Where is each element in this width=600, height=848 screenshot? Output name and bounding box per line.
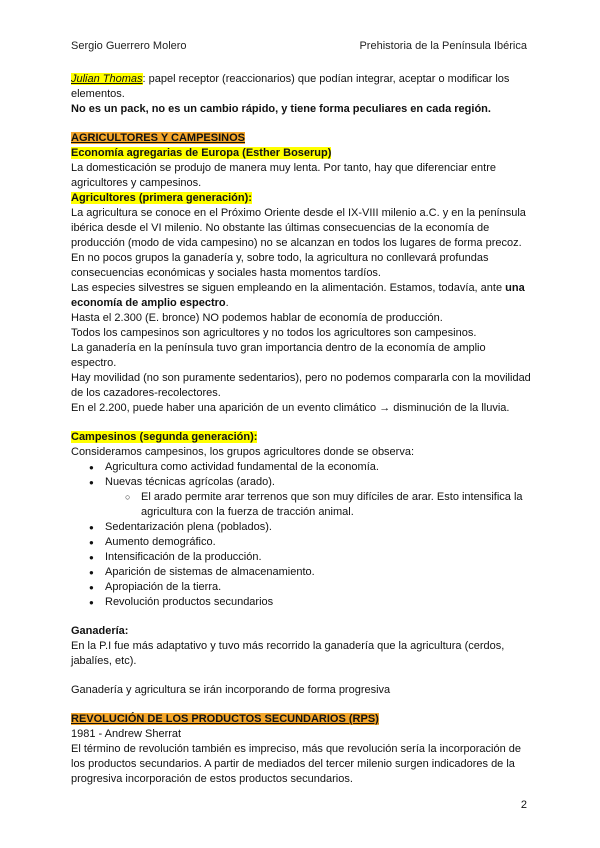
sherrat-line: 1981 - Andrew Sherrat <box>71 728 182 740</box>
list-item: ● Aumento demográfico. <box>89 535 531 550</box>
page-number: 2 <box>520 799 527 811</box>
plough-sublist <box>125 490 531 520</box>
rps-paragraph: El término de revolución también es impreciso, más que revolución sería la incorporación de los productos secundarios. A partir de mediados del tercer milenio surgen indicadores de la progresiva incorporación de estos productos secundarios. <box>71 743 522 785</box>
list-item: ● Apropiación de la tierra. <box>89 580 531 595</box>
julian-thomas-text: : papel receptor (reaccionarios) que podían integrar, aceptar o modificar los elementos. <box>71 73 510 100</box>
sub-list-item: ○ El arado permite arar terrenos que son muy difíciles de arar. Esto intensifica la agricultura con la fuerza de tracción animal. <box>125 490 531 520</box>
rps-section-heading: REVOLUCIÓN DE LOS PRODUCTOS SECUNDARIOS (RPS) <box>71 713 379 725</box>
boserup-subheading: Economía agregarias de Europa (Esther Boserup) <box>71 147 332 159</box>
campesinos-intro: Consideramos campesinos, los grupos agricultores donde se observa: <box>71 446 415 458</box>
spacer <box>71 416 531 430</box>
list-item: ● Agricultura como actividad fundamental de la economía. <box>89 460 531 475</box>
spacer <box>71 117 531 131</box>
climate-event-paragraph: En el 2.200, puede haber una aparición de un evento climático → disminución de la lluvia. <box>71 402 510 414</box>
julian-thomas-paragraph <box>71 72 531 102</box>
domestication-paragraph: La domesticación se produjo de manera muy lenta. Por tanto, hay que diferenciar entre agricultores y campesinos. <box>71 162 496 189</box>
wild-species-paragraph <box>71 281 531 311</box>
broad-spectrum-economy: una economía de amplio espectro <box>71 282 525 309</box>
list-item-text: Nuevas técnicas agrícolas (arado). <box>105 476 275 488</box>
primera-generacion-heading: Agricultores (primera generación): <box>71 192 252 204</box>
page-content <box>71 72 531 787</box>
livestock-importance-paragraph: La ganadería en la península tuvo gran importancia dentro de la economía de amplio espectro. <box>71 342 486 369</box>
spacer <box>71 669 531 683</box>
mobility-paragraph: Hay movilidad (no son puramente sedentarios), pero no podemos compararla con la movilidad de los cazadores-recolectores. <box>71 372 531 399</box>
campesinos-list <box>89 460 531 610</box>
bronze-age-paragraph: Hasta el 2.300 (E. bronce) NO podemos hablar de economía de producción. <box>71 312 443 324</box>
list-item: ● Intensificación de la producción. <box>89 550 531 565</box>
wild-species-end: . <box>225 297 229 309</box>
campesinos-agricultores-paragraph: Todos los campesinos son agricultores y no todos los agricultores son campesinos. <box>71 327 477 339</box>
list-item: ● Aparición de sistemas de almacenamiento. <box>89 565 531 580</box>
ganaderia-heading: Ganadería: <box>71 625 129 637</box>
agriculture-origin-paragraph: La agricultura se conoce en el Próximo Oriente desde el IX-VIII milenio a.C. y en la península ibérica desde el VI milenio. No obstante las últimas consecuencias de la economía de producción (modo de vida campesino) no se alcanzan en todos los lugares de forma precoz. En no pocos grupos la ganadería y, sobre todo, la agricultura no conllevará profundas consecuencias económicas y sociales hasta momentos tardíos. <box>71 207 526 279</box>
ganaderia-agricultura-paragraph: Ganadería y agricultura se irán incorporando de forma progresiva <box>71 684 391 696</box>
ganaderia-paragraph: En la P.I fue más adaptativo y tuvo más recorrido la ganadería que la agricultura (cerdos, jabalíes, etc). <box>71 640 505 667</box>
spacer <box>71 610 531 624</box>
not-a-pack-statement: No es un pack, no es un cambio rápido, y tiene forma peculiares en cada región. <box>71 103 491 115</box>
header-title: Prehistoria de la Península Ibérica <box>359 40 527 52</box>
header-author: Sergio Guerrero Molero <box>71 40 187 52</box>
spacer <box>71 698 531 712</box>
list-item: ● Revolución productos secundarios <box>89 595 531 610</box>
list-item: ● Sedentarización plena (poblados). <box>89 520 531 535</box>
agricultores-section-heading: AGRICULTORES Y CAMPESINOS <box>71 132 245 144</box>
wild-species-text: Las especies silvestres se siguen empleando en la alimentación. Estamos, todavía, ante <box>71 282 506 294</box>
julian-thomas-name: Julian Thomas <box>71 73 143 85</box>
list-item <box>89 475 531 520</box>
campesinos-heading: Campesinos (segunda generación): <box>71 431 258 443</box>
